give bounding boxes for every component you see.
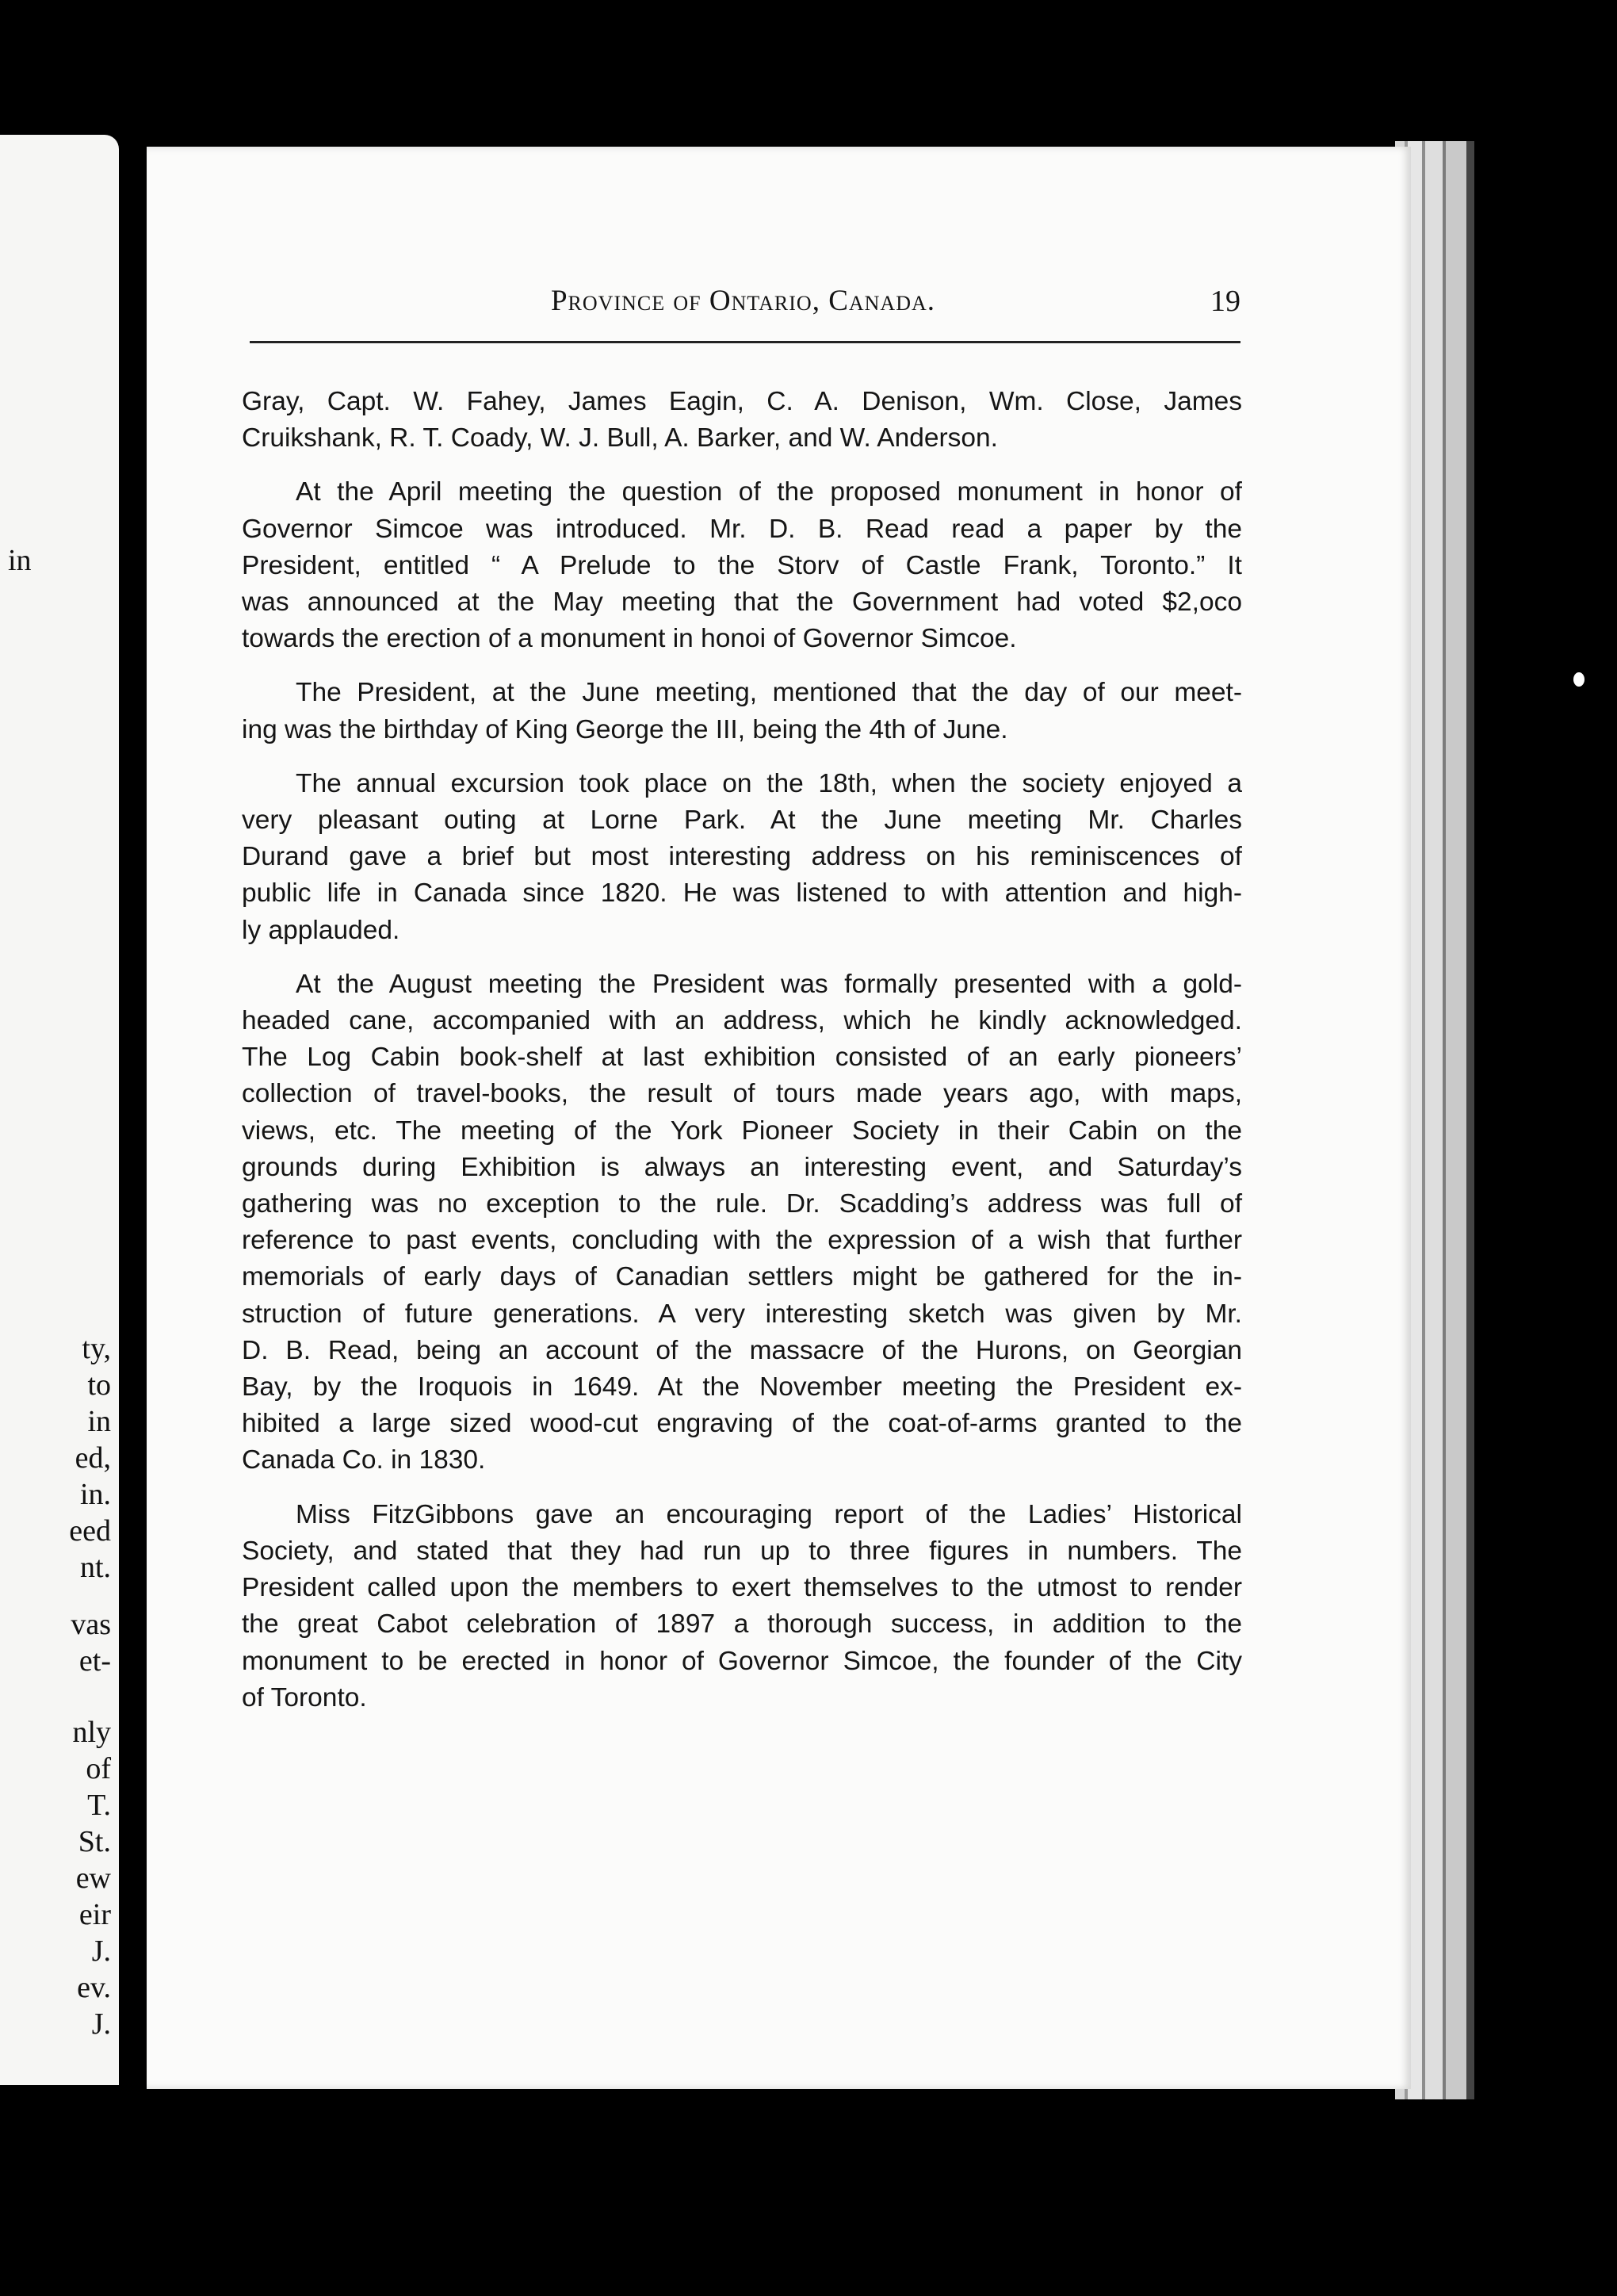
- paragraph: [242, 766, 1242, 949]
- text-line: President called upon the members to exert themselves to the utmost to render: [242, 1573, 1242, 1603]
- header-rule: [250, 341, 1240, 343]
- facing-page-text: in: [87, 1405, 111, 1438]
- facing-page-text: J.: [91, 1934, 111, 1968]
- text-line: the great Cabot celebration of 1897 a thorough success, in addition to the: [242, 1609, 1242, 1640]
- text-line: memorials of early days of Canadian settlers might be gathered for the in-: [242, 1262, 1242, 1292]
- text-line: reference to past events, concluding with the expression of a wish that further: [242, 1226, 1242, 1256]
- facing-page-text: et-: [78, 1644, 111, 1678]
- page-body: [242, 384, 1242, 1716]
- facing-page-text: to: [87, 1368, 111, 1402]
- facing-page-text: J.: [91, 2007, 111, 2041]
- facing-page-text: ev.: [77, 1971, 111, 2004]
- text-line: headed cane, accompanied with an address, which he kindly acknowledged.: [242, 1006, 1242, 1036]
- facing-page-text: eir: [78, 1898, 111, 1931]
- facing-page-text: T.: [87, 1789, 111, 1822]
- running-head-title: Province of Ontario, Canada.: [550, 285, 936, 317]
- text-line: At the August meeting the President was formally presented with a gold-: [296, 969, 1242, 999]
- facing-page-text: vas: [71, 1608, 111, 1641]
- facing-page-text: eed: [69, 1514, 111, 1548]
- text-line: D. B. Read, being an account of the massacre of the Hurons, on Georgian: [242, 1335, 1242, 1365]
- text-line: monument to be erected in honor of Governor Simcoe, the founder of the City: [242, 1646, 1242, 1676]
- text-line: public life in Canada since 1820. He was listened to with attention and high-: [242, 878, 1242, 909]
- text-line: Bay, by the Iroquois in 1649. At the November meeting the President ex-: [242, 1372, 1242, 1402]
- text-line: Society, and stated that they had run up to three figures in numbers. The: [242, 1536, 1242, 1566]
- page-number: 19: [1210, 285, 1240, 318]
- text-line: Gray, Capt. W. Fahey, James Eagin, C. A. Denison, Wm. Close, James: [242, 387, 1242, 416]
- text-line: Cruikshank, R. T. Coady, W. J. Bull, A. Barker, and W. Anderson.: [242, 423, 998, 453]
- text-line: Miss FitzGibbons gave an encouraging report of the Ladies’ Historical: [296, 1499, 1242, 1529]
- paragraph: [242, 384, 1242, 457]
- text-line: ly applauded.: [242, 915, 400, 945]
- paragraph: [242, 675, 1242, 748]
- text-line: Canada Co. in 1830.: [242, 1445, 486, 1475]
- paragraph: [242, 474, 1242, 657]
- text-line: was announced at the May meeting that the Government had voted $2,oco: [242, 587, 1242, 618]
- running-head: [246, 270, 1240, 319]
- facing-page-text: ed,: [75, 1441, 111, 1475]
- text-line: The Log Cabin book-shelf at last exhibition consisted of an early pioneers’: [242, 1043, 1242, 1073]
- text-line: of Toronto.: [242, 1682, 367, 1712]
- scan-speck: [1573, 672, 1585, 687]
- text-line: The annual excursion took place on the 18th, when the society enjoyed a: [296, 768, 1242, 798]
- text-line: struction of future generations. A very interesting sketch was given by Mr.: [242, 1299, 1242, 1329]
- text-line: collection of travel-books, the result of tours made years ago, with maps,: [242, 1079, 1242, 1109]
- facing-page-text: nly: [72, 1716, 111, 1749]
- facing-page-text: St.: [78, 1825, 111, 1858]
- text-line: ing was the birthday of King George the III, being the 4th of June.: [242, 714, 1008, 744]
- text-line: Durand gave a brief but most interesting address on his reminiscences of: [242, 842, 1242, 872]
- facing-page-text: in: [8, 544, 32, 577]
- text-line: gathering was no exception to the rule. Dr. Scadding’s address was full of: [242, 1189, 1242, 1219]
- text-line: Governor Simcoe was introduced. Mr. D. B. Read read a paper by the: [242, 514, 1242, 544]
- paragraph: [242, 1497, 1242, 1716]
- facing-page-text: in.: [79, 1478, 111, 1511]
- facing-page-text: nt.: [79, 1551, 111, 1584]
- text-line: views, etc. The meeting of the York Pioneer Society in their Cabin on the: [242, 1115, 1242, 1146]
- text-line: grounds during Exhibition is always an interesting event, and Saturday’s: [242, 1152, 1242, 1182]
- facing-page-text: of: [86, 1752, 111, 1785]
- text-line: President, entitled “ A Prelude to the Storv of Castle Frank, Toronto.” It: [242, 550, 1242, 580]
- paragraph: [242, 966, 1242, 1479]
- text-line: The President, at the June meeting, mentioned that the day of our meet-: [296, 678, 1242, 708]
- facing-page-text: ew: [75, 1862, 111, 1895]
- text-line: At the April meeting the question of the proposed monument in honor of: [296, 477, 1242, 507]
- text-line: very pleasant outing at Lorne Park. At the June meeting Mr. Charles: [242, 806, 1242, 836]
- facing-page-text: ty,: [82, 1332, 111, 1365]
- text-line: hibited a large sized wood-cut engraving of the coat-of-arms granted to the: [242, 1409, 1242, 1439]
- text-line: towards the erection of a monument in honoi of Governor Simcoe.: [242, 624, 1017, 654]
